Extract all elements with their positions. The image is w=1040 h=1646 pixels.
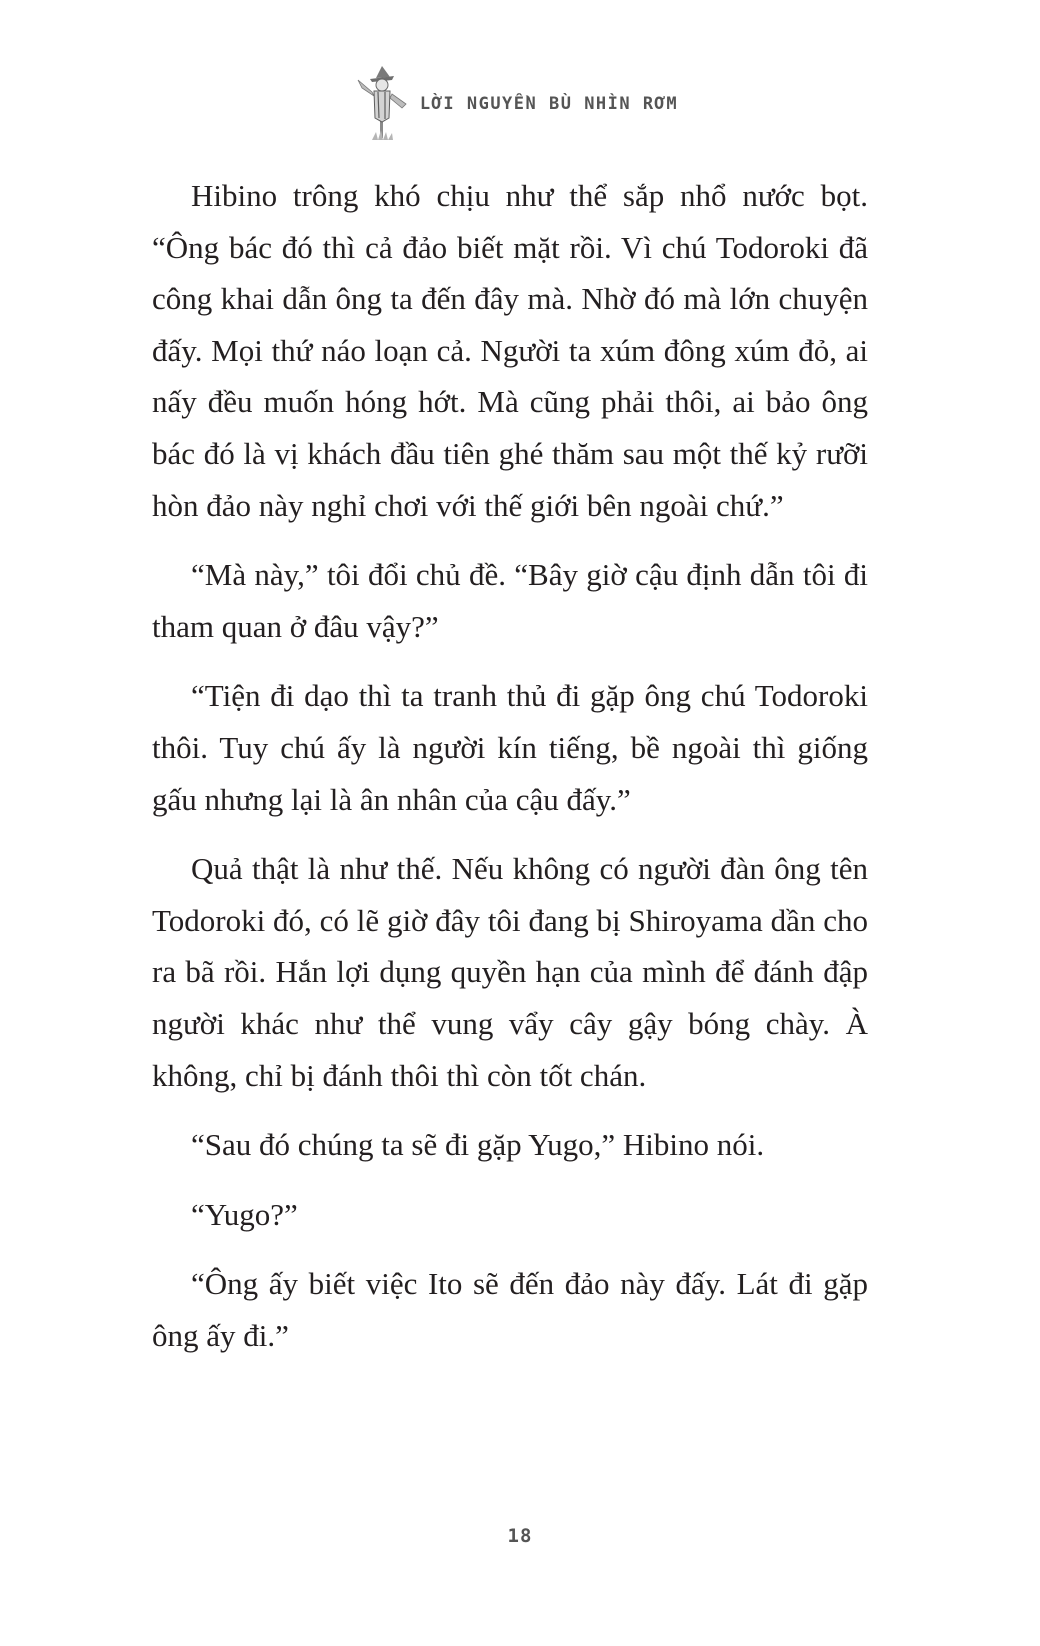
paragraph-2: “Mà này,” tôi đổi chủ đề. “Bây giờ cậu định dẫn tôi đi tham quan ở đâu vậy?” — [152, 557, 868, 644]
page-number: 18 — [507, 1525, 533, 1547]
paragraph-3: “Tiện đi dạo thì ta tranh thủ đi gặp ông chú Todoroki thôi. Tuy chú ấy là người kín tiếng, bề ngoài thì giống gấu nhưng lại là ân nhân của cậu đấy.” — [152, 678, 868, 817]
paragraph-7: “Ông ấy biết việc Ito sẽ đến đảo này đấy. Lát đi gặp ông ấy đi.” — [152, 1266, 868, 1353]
paragraph-5: “Sau đó chúng ta sẽ đi gặp Yugo,” Hibino nói. — [191, 1127, 765, 1163]
paragraph-1: Hibino trông khó chịu như thể sắp nhổ nước bọt. “Ông bác đó thì cả đảo biết mặt rồi. Vì chú Todoroki đã công khai dẫn ông ta đến đây mà. Nhờ đó mà lớn chuyện đấy. Mọi thứ náo loạn cả. Người ta xúm đông xúm đỏ, ai nấy đều muốn hóng hớt. Mà cũng phải thôi, ai bảo ông bác đó là vị khách đầu tiên ghé thăm sau một thế kỷ rưỡi hòn đảo này nghỉ chơi với thế giới bên ngoài chứ.” — [152, 178, 868, 523]
body-text — [152, 170, 868, 1361]
paragraph-6: “Yugo?” — [191, 1196, 298, 1232]
running-header — [0, 62, 1040, 142]
paragraph-4: Quả thật là như thế. Nếu không có người đàn ông tên Todoroki đó, có lẽ giờ đây tôi đang bị Shiroyama dần cho ra bã rồi. Hắn lợi dụng quyền hạn của mình để đánh đập người khác như thể vung vẩy cây gậy bóng chày. À không, chỉ bị đánh thôi thì còn tốt chán. — [152, 851, 868, 1093]
scarecrow-icon — [352, 62, 412, 142]
book-title-header: LỜI NGUYỀN BÙ NHÌN RƠM — [419, 94, 679, 114]
running-header-content — [352, 62, 678, 142]
